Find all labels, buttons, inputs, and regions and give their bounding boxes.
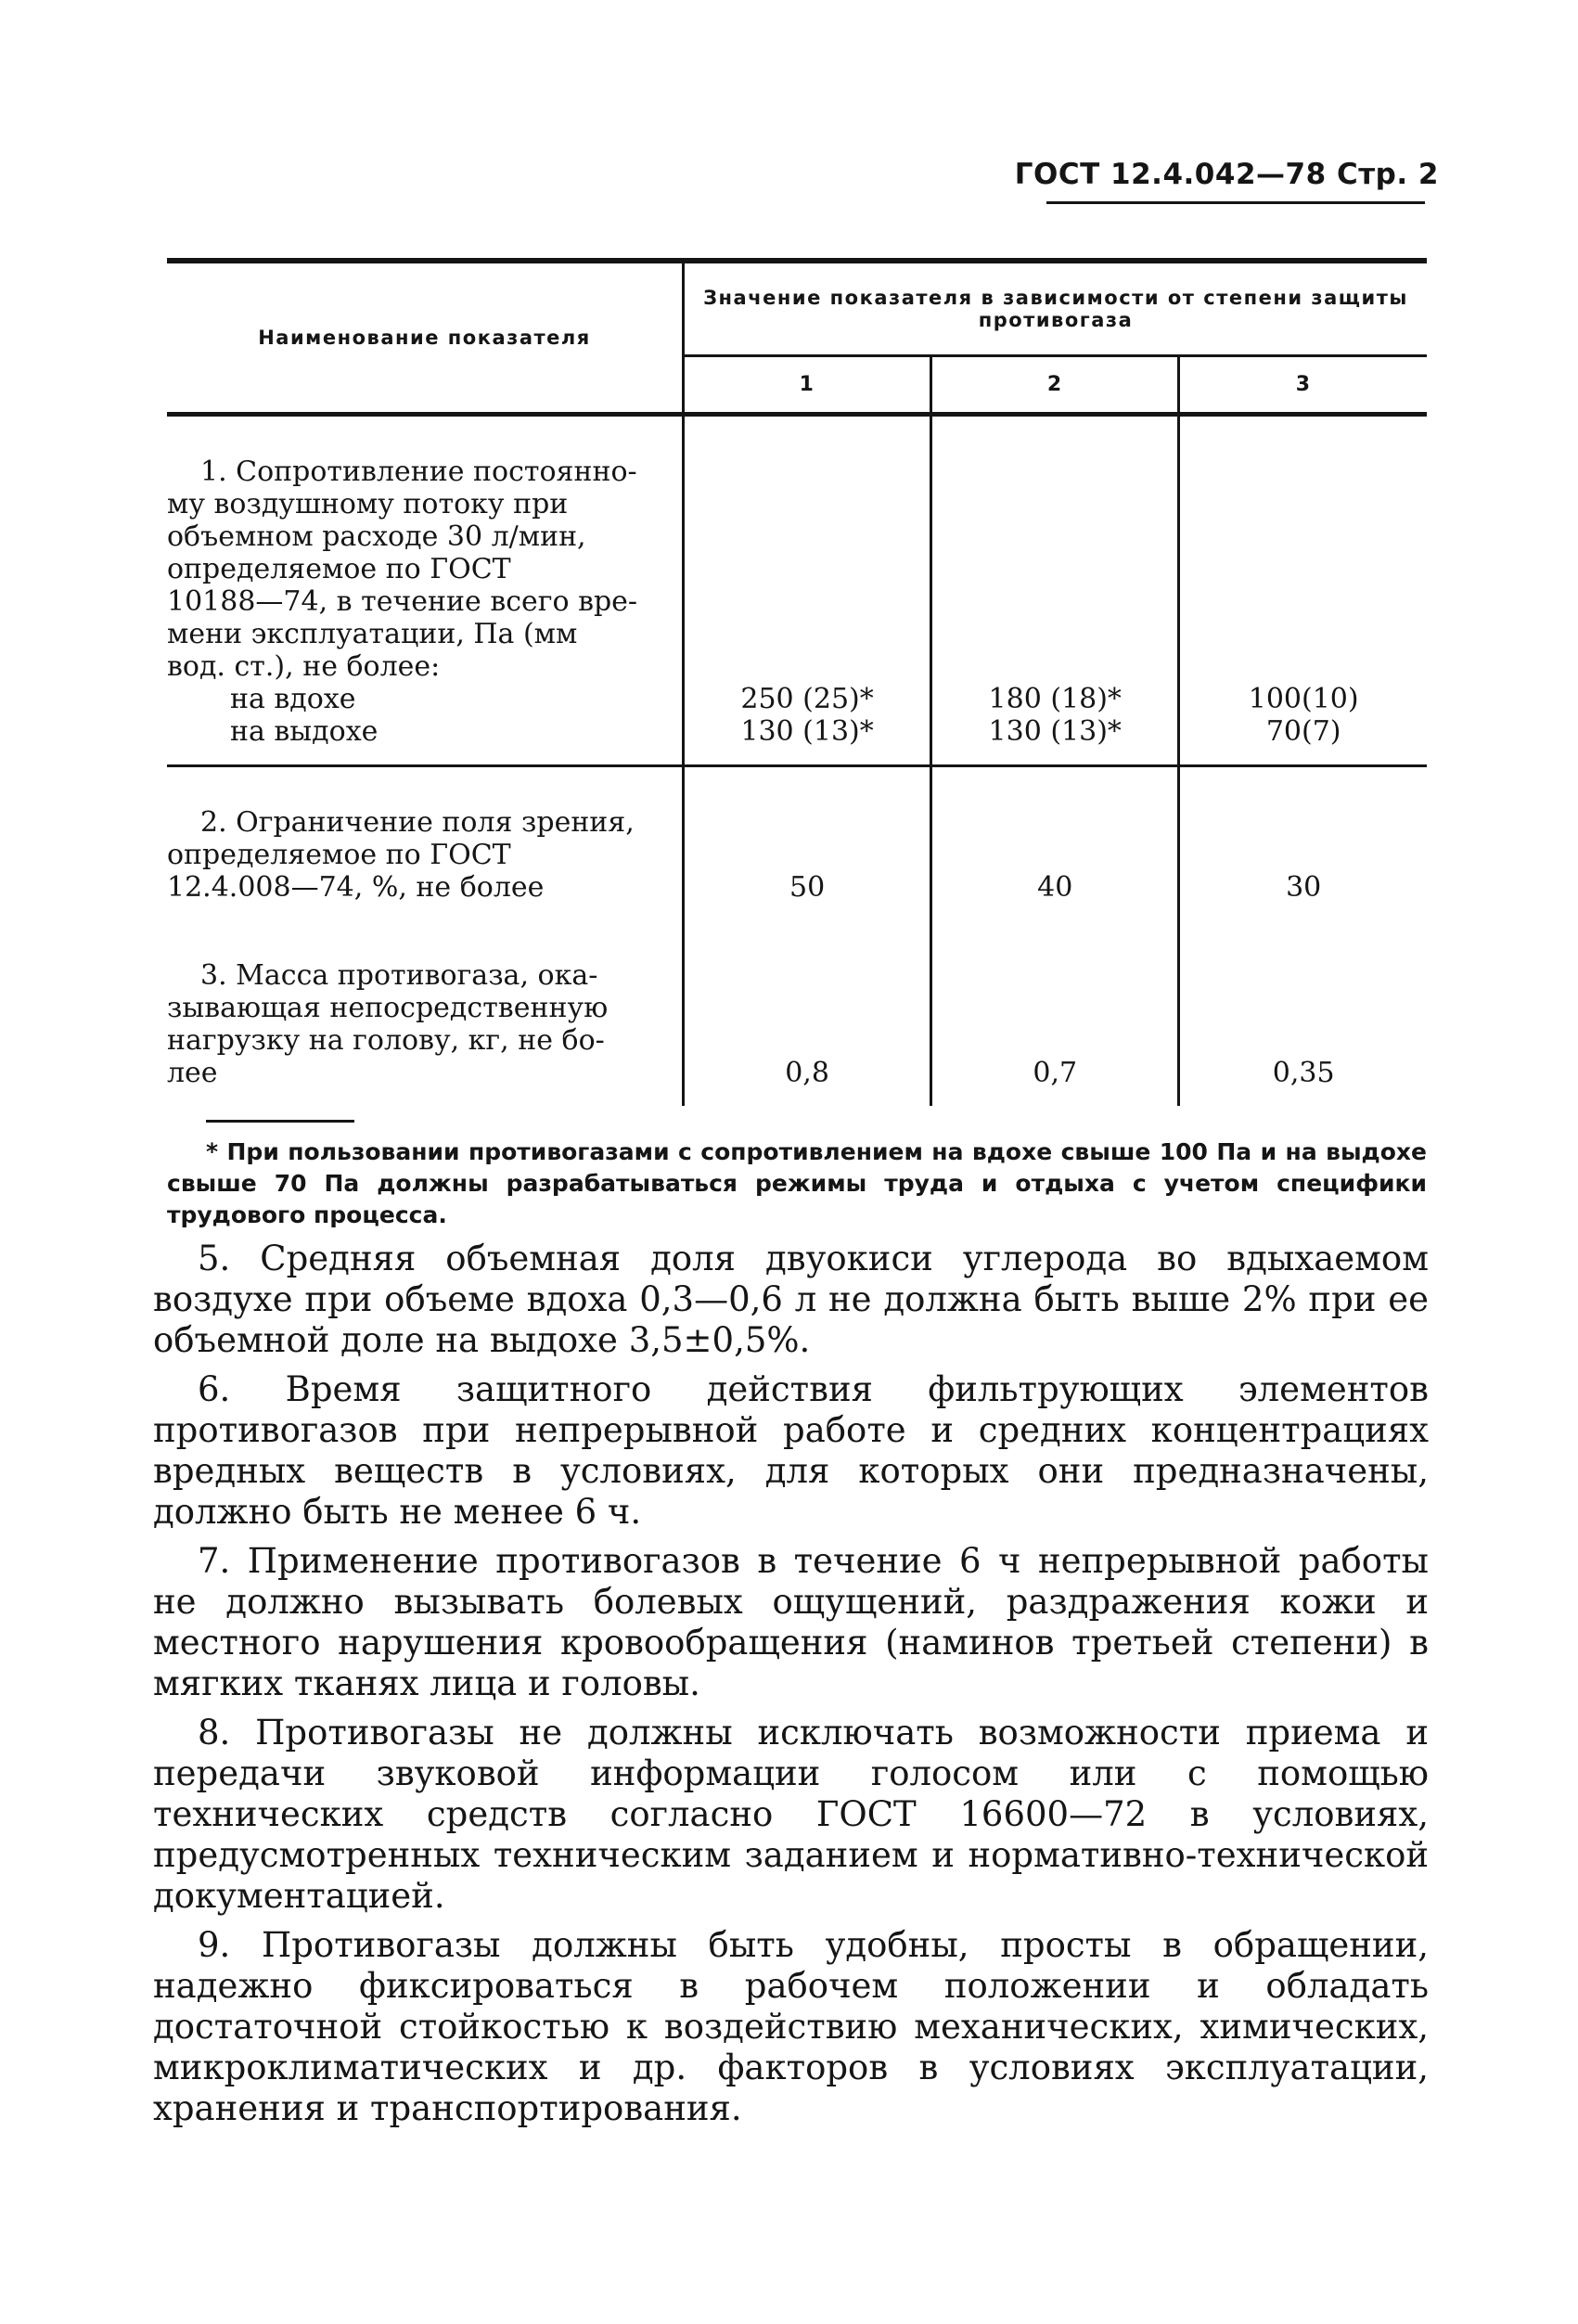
indicators-table [167,258,1427,1106]
paragraph-7: 7. Применение противогазов в течение 6 ч непрерывной работы не должно вызывать болевых ощущений, раздражения кожи и местного нарушения кровообращения (наминов третьей степени) в мягких тканях лица и головы. [153,1541,1429,1703]
header-rule [1046,201,1425,204]
value-degree-3: 30 [1286,871,1322,904]
value-degree-2: 40 [931,766,1179,921]
footnote: * При пользовании противогазами с сопротивлением на вдохе свыше 100 Па и на выдохе свыше 70 Па должны разрабатываться режимы труда и отдыха с учетом специфики трудового процесса. [167,1138,1427,1228]
page-header: ГОСТ 12.4.042—78 Стр. 2 [1014,158,1439,191]
value-degree-2: 0,7 [931,920,1179,1106]
body-text [153,1239,1429,2138]
paragraph-8: 8. Противогазы не должны исключать возможности приема и передачи звуковой информации голосом или с помощью технических средств согласно ГОСТ 16600—72 в условиях, предусмотренных техническим заданием и нормативно-технической документацией. [153,1713,1429,1916]
table-row [167,415,1427,766]
column-header-group: Значение показателя в зависимости от степени защиты противогаза [684,263,1428,355]
value-degree-2: 180 (18)* 130 (13)* [931,415,1179,766]
row-name: 2. Ограничение поля зрения, определяемое по ГОСТ 12.4.008—74, %, не более [167,766,684,921]
column-header-degree-1: 1 [684,355,931,414]
value-degree-1: 50 [684,766,931,921]
value-degree-3: 0,35 [1272,1057,1335,1089]
value-degree-1: 0,8 [684,920,931,1106]
column-header-degree-2: 2 [931,355,1179,414]
column-header-degree-3: 3 [1179,355,1427,414]
paragraph-6: 6. Время защитного действия фильтрующих элементов противогазов при непрерывной работе и средних концентрациях вредных веществ в условиях, для которых они предназначены, должно быть не менее 6 ч. [153,1369,1429,1532]
value-degree-1: 250 (25)* 130 (13)* [684,415,931,766]
value-degree-3: 100(10) 70(7) [1179,415,1427,766]
paragraph-5: 5. Средняя объемная доля двуокиси углерода во вдыхаемом воздухе при объеме вдоха 0,3—0,6 л не должна быть выше 2% при ее объемной доле на выдохе 3,5±0,5%. [153,1239,1429,1360]
table-row [167,920,1427,1106]
column-header-name: Наименование показателя [167,263,684,415]
row-name: 3. Масса противогаза, ока- зывающая непосредственную нагрузку на голову, кг, не бо- лее [167,920,684,1106]
paragraph-9: 9. Противогазы должны быть удобны, просты в обращении, надежно фиксироваться в рабочем положении и обладать достаточной стойкостью к воздействию механических, химических, микроклиматических и др. факторов в условиях эксплуатации, хранения и транспортирования. [153,1925,1429,2128]
row-name: 1. Сопротивление постоянно- му воздушному потоку при объемном расходе 30 л/мин, определяемое по ГОСТ 10188—74, в течение всего вре- мени эксплуатации, Па (мм вод. ст.), не более: на вдохе на выдохе [167,415,684,766]
table-row [167,766,1427,921]
footnote-rule [206,1120,354,1123]
